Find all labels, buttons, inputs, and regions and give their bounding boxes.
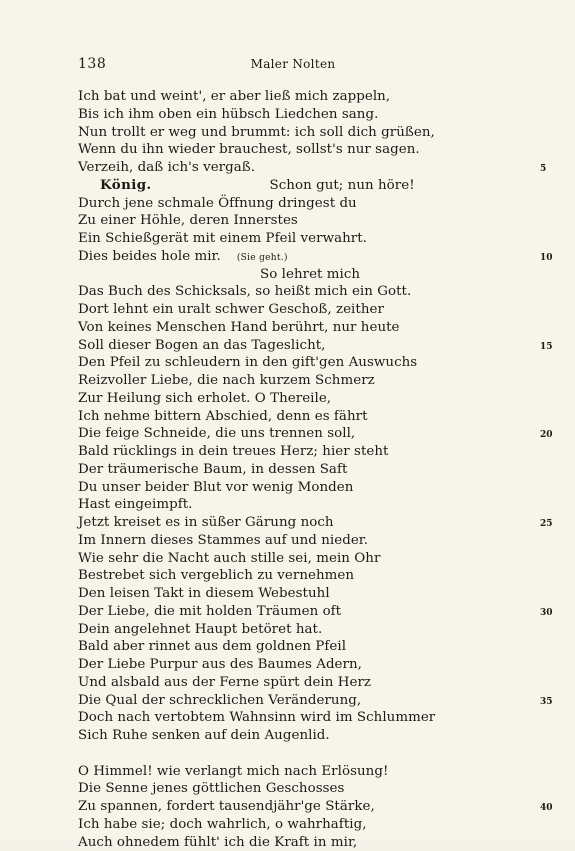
verse-line: [78, 283, 548, 301]
verse-line: [78, 745, 548, 763]
verse-line-text: Dein angelehnet Haupt betöret hat.: [78, 622, 322, 637]
verse-line-text: Wenn du ihn wieder brauchest, sollst's nur sagen.: [78, 142, 420, 157]
verse-line-text: Sich Ruhe senken auf dein Augenlid.: [78, 728, 330, 743]
verse-line-text: Hast eingeimpft.: [78, 497, 192, 512]
verse-line: [78, 479, 548, 497]
verse-line-text: Bald aber rinnet aus dem goldnen Pfeil: [78, 639, 346, 654]
verse-line: [78, 248, 548, 266]
verse-line-text: Schon gut; nun höre!: [270, 178, 415, 193]
page-header: [78, 56, 508, 76]
verse-line: [78, 88, 548, 106]
verse-line-text: Die feige Schneide, die uns trennen soll,: [78, 426, 355, 441]
verse-line-text: Im Innern dieses Stammes auf und nieder.: [78, 533, 368, 548]
verse-line: [78, 567, 548, 585]
verse-line-text: Dort lehnt ein uralt schwer Geschoß, zeither: [78, 302, 384, 317]
verse-line: [78, 301, 548, 319]
verse-line-text: O Himmel! wie verlangt mich nach Erlösung!: [78, 764, 388, 779]
verse-line: [78, 550, 548, 568]
verse-line: [78, 408, 548, 426]
verse-line: [78, 212, 548, 230]
verse-line-text: Ein Schießgerät mit einem Pfeil verwahrt.: [78, 231, 367, 246]
verse-line-text: Du unser beider Blut vor wenig Monden: [78, 480, 353, 495]
verse-line-text: Der träumerische Baum, in dessen Saft: [78, 462, 347, 477]
verse-line-text: Bis ich ihm oben ein hübsch Liedchen sang.: [78, 107, 378, 122]
verse-line-text: Zur Heilung sich erholet. O Thereile,: [78, 391, 331, 406]
verse-line-text: Der Liebe, die mit holden Träumen oft: [78, 604, 341, 619]
verse-line-text: Zu spannen, fordert tausendjähr'ge Stärke,: [78, 799, 375, 814]
verse-line-text: Auch ohnedem fühlt' ich die Kraft in mir,: [78, 835, 357, 850]
verse-line-text: Die Qual der schrecklichen Veränderung,: [78, 693, 361, 708]
verse-line: [78, 354, 548, 372]
page-number: 138: [78, 56, 106, 72]
verse-line: [78, 124, 548, 142]
verse-line-text: Den Pfeil zu schleudern in den gift'gen Auswuchs: [78, 355, 417, 370]
verse-line-text: Wie sehr die Nacht auch stille sei, mein Ohr: [78, 551, 380, 566]
running-title: Maler Nolten: [78, 57, 508, 71]
verse-line: [78, 337, 548, 355]
verse-line: [78, 461, 548, 479]
verse-line-text: Den leisen Takt in diesem Webestuhl: [78, 586, 330, 601]
verse-line: [78, 585, 548, 603]
verse-line: [78, 319, 548, 337]
verse-line-text: Ich bat und weint', er aber ließ mich zappeln,: [78, 89, 390, 104]
verse-line: [78, 425, 548, 443]
speaker-name: König.: [100, 177, 152, 193]
line-number: 35: [540, 694, 553, 712]
verse-line: [78, 443, 548, 461]
verse-line: [78, 638, 548, 656]
verse-line-text: Das Buch des Schicksals, so heißt mich ein Gott.: [78, 284, 411, 299]
verse-line: [78, 692, 548, 710]
verse-line-text: Und alsbald aus der Ferne spürt dein Herz: [78, 675, 371, 690]
verse-line: [78, 621, 548, 639]
verse-line-text: Reizvoller Liebe, die nach kurzem Schmerz: [78, 373, 375, 388]
verse-line-text: Jetzt kreiset es in süßer Gärung noch: [78, 515, 334, 530]
verse-line-text: Ich habe sie; doch wahrlich, o wahrhaftig,: [78, 817, 367, 832]
verse-line-text: Die Senne jenes göttlichen Geschosses: [78, 781, 344, 796]
verse-line: [78, 496, 548, 514]
verse-line: [78, 674, 548, 692]
verse-line: [78, 266, 548, 284]
verse-line-text: Von keines Menschen Hand berührt, nur heute: [78, 320, 400, 335]
verse-line-text: Dies beides hole mir.: [78, 249, 221, 264]
line-number: 40: [540, 800, 553, 818]
verse-line-text: Bald rücklings in dein treues Herz; hier steht: [78, 444, 388, 459]
stage-direction: (Sie geht.): [237, 253, 288, 263]
verse-line: [78, 159, 548, 177]
verse-line: [78, 195, 548, 213]
verse-line: [78, 532, 548, 550]
verse-line: [78, 106, 548, 124]
verse-line: [78, 834, 548, 851]
verse-line: [78, 763, 548, 781]
verse-text: [78, 88, 548, 851]
verse-line: [78, 709, 548, 727]
verse-line: [78, 656, 548, 674]
verse-line: [78, 798, 548, 816]
line-number: 20: [540, 427, 553, 445]
verse-line: [78, 727, 548, 745]
verse-line-text: Soll dieser Bogen an das Tageslicht,: [78, 338, 326, 353]
verse-line-text: Nun trollt er weg und brummt: ich soll dich grüßen,: [78, 125, 435, 140]
verse-line-text: So lehret mich: [260, 267, 360, 282]
verse-line-text: Doch nach vertobtem Wahnsinn wird im Schlummer: [78, 710, 435, 725]
verse-line-text: Verzeih, daß ich's vergaß.: [78, 160, 255, 175]
verse-line: [78, 390, 548, 408]
verse-line: [78, 780, 548, 798]
verse-line: [78, 816, 548, 834]
line-number: 5: [540, 161, 546, 179]
verse-line-text: Ich nehme bittern Abschied, denn es fährt: [78, 409, 368, 424]
verse-line: [78, 177, 548, 195]
verse-line: [78, 514, 548, 532]
verse-line-text: Zu einer Höhle, deren Innerstes: [78, 213, 298, 228]
line-number: 10: [540, 250, 553, 268]
verse-line-text: Durch jene schmale Öffnung dringest du: [78, 196, 357, 211]
verse-line-text: Bestrebet sich vergeblich zu vernehmen: [78, 568, 354, 583]
verse-line: [78, 372, 548, 390]
verse-line: [78, 603, 548, 621]
line-number: 25: [540, 516, 553, 534]
line-number: 15: [540, 339, 553, 357]
line-number: 30: [540, 605, 553, 623]
verse-line: [78, 141, 548, 159]
verse-line-text: Der Liebe Purpur aus des Baumes Adern,: [78, 657, 362, 672]
verse-line: [78, 230, 548, 248]
